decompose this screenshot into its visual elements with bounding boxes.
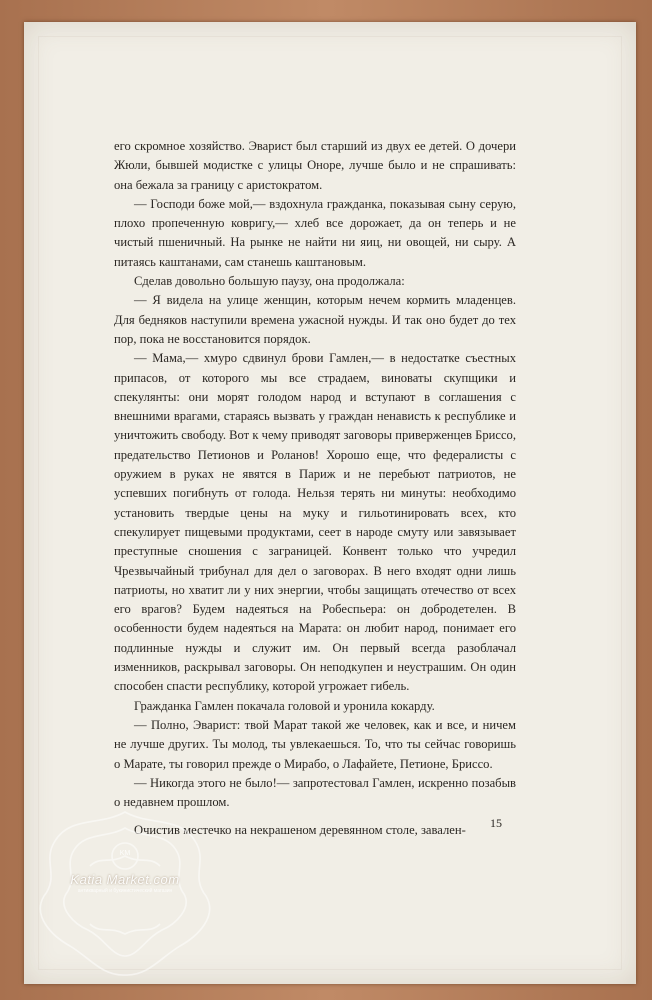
paragraph: его скромное хозяйство. Эварист был старший из двух ее детей. О дочери Жюли, бывшей модистке с улицы Оноре, лучше было и не спрашивать: она бежала за границу с аристократом. bbox=[114, 139, 516, 192]
page-number: 15 bbox=[490, 816, 502, 830]
paragraph: — Никогда этого не было!— запротестовал Гамлен, искренно позабыв о недавнем прошлом. bbox=[114, 775, 516, 810]
paragraph: — Я видела на улице женщин, которым нечем кормить младенцев. Для бедняков наступили времена ужасной нужды. И так оно будет до тех пор, пока не восстановится порядок. bbox=[114, 293, 516, 346]
paragraph: — Мама,— хмуро сдвинул брови Гамлен,— в недостатке съестных припасов, от которого мы все страдаем, виноваты скупщики и спекулянты: они морят голодом народ и вступают в соглашения с внешними врагами, стараясь вызвать у граждан ненависть к республике и уничтожить свободу. Вот к чему приводят заговоры приверженцев Бриссо, предательство Петионов и Роланов! Хорошо еще, что федералисты с оружием в руках не явятся в Париж и не перебьют патриотов, не успевших погибнуть от голода. Нельзя терять ни минуты: необходимо установить твердые цены на муку и гильотинировать всех, кто спекулирует пищевыми продуктами, сеет в народе смуту или завязывает преступные сношения с заграницей. Конвент только что учредил Чрезвычайный трибунал для дел о заговорах. В него входят одни лишь патриоты, но хватит ли у них энергии, чтобы защищать отечество от всех его врагов? Будем надеяться на Робеспьера: он добродетелен. В особенности будем надеяться на Марата: он любит народ, понимает его подлинные нужды и служит им. Он первый всегда разоблачал изменников, раскрывал заговоры. Он неподкупен и неустрашим. Он один способен спасти республику, которой угрожает гибель. bbox=[114, 351, 516, 694]
page-text bbox=[114, 137, 516, 841]
watermark-tagline: антикварный и букинистический магазин bbox=[77, 888, 173, 894]
paragraph: — Господи боже мой,— вздохнула гражданка, показывая сыну серую, плохо пропеченную ковригу,— хлеб все дорожает, да он теперь и не чистый пшеничный. На рынке не найти ни яиц, ни овощей, ни сыру. А питаясь каштанами, сам станешь каштановым. bbox=[114, 196, 516, 269]
watermark-name: Katia Market.com bbox=[70, 872, 180, 887]
watermark-monogram: KM bbox=[119, 850, 131, 857]
paragraph: Сделав довольно большую паузу, она продолжала: bbox=[134, 274, 405, 289]
paragraph: Очистив местечко на некрашеном деревянном столе, завален- bbox=[134, 823, 466, 838]
paragraph: Гражданка Гамлен покачала головой и уронила кокарду. bbox=[134, 698, 435, 713]
paragraph: — Полно, Эварист: твой Марат такой же человек, как и все, и ничем не лучше других. Ты молод, ты увлекаешься. То, что ты сейчас говоришь о Марате, ты говорил прежде о Мирабо, о Лафайете, Петионе, Бриссо. bbox=[114, 717, 516, 771]
